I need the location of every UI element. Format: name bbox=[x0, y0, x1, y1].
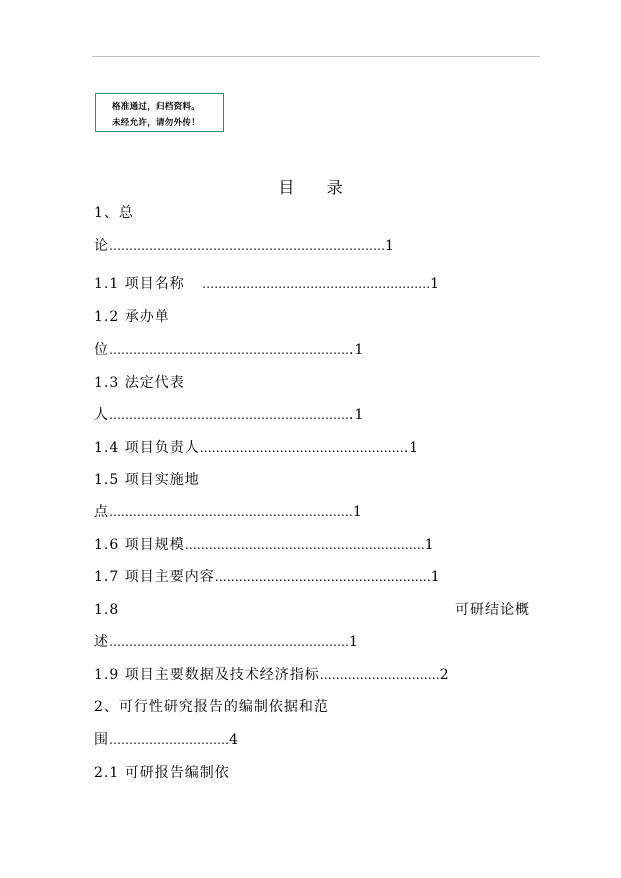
toc-entry-1-page: 1 bbox=[385, 238, 395, 254]
toc-entry-2-1-head[interactable] bbox=[94, 763, 230, 783]
toc-entry-1-2-dots: …………………………………………………… bbox=[109, 343, 349, 357]
toc-entry-1-9-dots: ………………………… bbox=[319, 668, 440, 682]
toc-entry-1-2-tail[interactable] bbox=[94, 340, 364, 360]
toc-entry-1-5-text-b: 点 bbox=[94, 504, 109, 520]
toc-entry-1-text-b: 论 bbox=[94, 238, 109, 254]
title-char-2: 录 bbox=[326, 178, 343, 197]
toc-entry-1-1[interactable] bbox=[94, 274, 440, 294]
toc-entry-1-8-text-a: 1.8 bbox=[94, 602, 120, 618]
toc-entry-1-3-text-a: 1.3 法定代表 bbox=[94, 375, 185, 391]
toc-entry-1-8-page: 1 bbox=[349, 634, 359, 650]
toc-entry-2-1-text-a: 2.1 可研报告编制依 bbox=[94, 765, 230, 781]
toc-entry-1-8-head-right[interactable] bbox=[455, 600, 530, 620]
toc-entry-2-head[interactable] bbox=[94, 697, 329, 717]
toc-entry-1-4-dots: …………………………………………… bbox=[199, 441, 404, 455]
toc-entry-1-dots: …………………………………………………………… bbox=[109, 239, 385, 253]
toc-entry-1-3-text-b: 人 bbox=[94, 407, 109, 423]
toc-entry-1-4-label: 1.4 项目负责人 bbox=[94, 440, 200, 456]
toc-entry-1-3-tail[interactable] bbox=[94, 405, 364, 425]
toc-entry-1-2-text-b: 位 bbox=[94, 342, 109, 358]
toc-entry-1-3-page: .1 bbox=[349, 407, 365, 423]
stamp-line-2: 未经允许，请勿外传！ bbox=[112, 118, 201, 128]
toc-entry-1-5-text-a: 1.5 项目实施地 bbox=[94, 472, 200, 488]
toc-entry-1-2-text-a: 1.2 承办单 bbox=[94, 309, 170, 325]
toc-entry-2-page: 4 bbox=[229, 732, 239, 748]
toc-entry-1-3-head[interactable] bbox=[94, 373, 185, 393]
toc-entry-1-tail[interactable] bbox=[94, 236, 395, 256]
toc-entry-1-7[interactable] bbox=[94, 567, 441, 587]
toc-entry-1-5-page: 1 bbox=[352, 504, 363, 520]
toc-entry-1-6-page: 1 bbox=[424, 537, 435, 553]
approval-stamp bbox=[95, 93, 224, 132]
toc-entry-1-8-text-b: 述 bbox=[94, 634, 109, 650]
toc-entry-1-6-label: 1.6 项目规模 bbox=[94, 537, 185, 553]
toc-entry-1-7-dots: ……………………………………………… bbox=[214, 570, 431, 584]
toc-entry-2-text-b: 围 bbox=[94, 732, 109, 748]
toc-entry-1-head[interactable] bbox=[94, 203, 134, 223]
toc-entry-1-8-dots: …………………………………………………… bbox=[109, 635, 349, 649]
toc-entry-1-8-tail[interactable] bbox=[94, 632, 359, 652]
toc-entry-2-dots: ………………………… bbox=[109, 733, 229, 747]
toc-entry-2-text-a: 2、可行性研究报告的编制依据和范 bbox=[94, 699, 329, 715]
toc-entry-1-6-dots: …………………………………………………… bbox=[184, 538, 425, 552]
title-char-1: 目 bbox=[278, 178, 295, 197]
toc-entry-1-8-text-a-right: 可研结论概 bbox=[455, 602, 530, 618]
toc-entry-1-9-page: 2 bbox=[439, 667, 450, 683]
toc-entry-1-text-a: 1、总 bbox=[94, 205, 134, 221]
toc-entry-1-4-page: .1 bbox=[403, 440, 420, 456]
toc-entry-1-2-head[interactable] bbox=[94, 307, 170, 327]
stamp-line-1: 格准通过，归档资料。 bbox=[112, 102, 201, 112]
toc-entry-1-9[interactable] bbox=[94, 665, 450, 685]
toc-entry-1-1-label: 1.1 项目名称 bbox=[94, 276, 185, 292]
toc-entry-1-7-label: 1.7 项目主要内容 bbox=[94, 569, 215, 585]
toc-entry-1-5-head[interactable] bbox=[94, 470, 200, 490]
toc-entry-1-1-page: 1 bbox=[430, 276, 441, 292]
toc-entry-1-7-page: 1 bbox=[430, 569, 441, 585]
toc-entry-1-5-dots: ….………………………………………………… bbox=[109, 505, 353, 519]
toc-entry-1-5-tail[interactable] bbox=[94, 502, 363, 522]
toc-entry-1-9-label: 1.9 项目主要数据及技术经济指标 bbox=[94, 667, 320, 683]
toc-entry-1-3-dots: …………………………………………………… bbox=[109, 408, 349, 422]
toc-title bbox=[0, 175, 621, 198]
toc-entry-2-tail[interactable] bbox=[94, 730, 239, 750]
toc-entry-1-2-page: .1 bbox=[349, 342, 365, 358]
toc-entry-1-4[interactable] bbox=[94, 438, 419, 458]
toc-entry-1-6[interactable] bbox=[94, 535, 435, 555]
toc-entry-1-1-dots: ………………………………………………… bbox=[202, 277, 431, 291]
header-rule bbox=[92, 56, 540, 57]
toc-entry-1-8-head[interactable] bbox=[94, 600, 119, 620]
